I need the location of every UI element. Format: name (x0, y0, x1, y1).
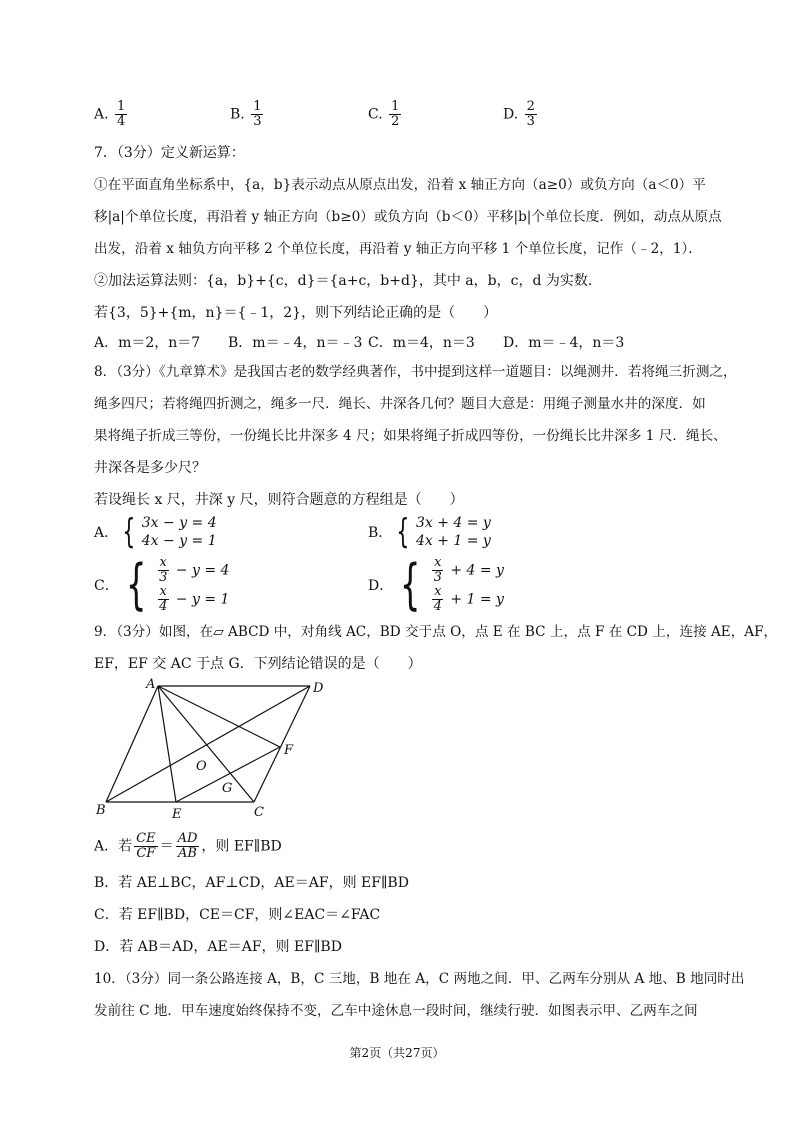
fraction: $\frac{1}{2}$ (391, 99, 400, 129)
q7-head: 7．（3分）定义新运算： (94, 145, 245, 161)
label-a: A (146, 677, 156, 692)
label-g: G (222, 781, 233, 796)
q8-line-1: 8．（3分）《九章算术》是我国古老的数学经典著作，书中提到这样一道题目：以绳测井．若将绳三折测之， (94, 364, 737, 380)
label-c: C (254, 805, 264, 820)
q7-line-3: 出发，沿着 x 轴负方向平移 2 个单位长度，再沿着 y 轴正方向平移 1 个单位长度，记作（﹣2，1）． (94, 241, 702, 257)
side-ba (106, 686, 158, 802)
fraction: $\frac{1}{3}$ (253, 99, 262, 129)
label-o: O (196, 759, 207, 774)
q9-option-a: A．若 $\frac{CE}{CF}$ ＝ $\frac{AD}{AB}$ ，则 EF∥BD (94, 831, 282, 861)
q8-option-b: B． { 3x + 4 = y 4x + 1 = y (368, 512, 491, 552)
q7-option-b: B．m＝﹣4，n＝﹣3 (228, 335, 363, 351)
q9-option-b: B．若 AE⊥BC，AF⊥CD，AE＝AF，则 EF∥BD (94, 875, 409, 891)
q7-option-a: A．m＝2，n＝7 (94, 335, 201, 351)
q9-option-d: D．若 AB＝AD，AE＝AF，则 EF∥BD (94, 939, 342, 955)
brace-icon: { (122, 512, 136, 552)
diagonal-ac (158, 686, 254, 802)
label-b: B (96, 803, 106, 818)
q8-line-4: 井深各是多少尺？ (94, 460, 206, 476)
q8-option-c: C． { $\frac{x}{3}$ − y = 4 $\frac{x}{4}$ − y = 1 (94, 553, 230, 616)
q10-line-1: 10．（3分）同一条公路连接 A，B，C 三地，B 地在 A，C 两地之间．甲、乙两车分别从 A 地、B 地同时出 (94, 971, 745, 987)
q6-option-c: C. $\frac{1}{2}$ (368, 99, 400, 129)
q7-line-4: ②加法运算法则：{a，b}+{c，d}＝{a+c，b+d}，其中 a，b，c，d 为实数． (94, 273, 602, 289)
q7-line-2: 移|a|个单位长度，再沿着 y 轴正方向（b≥0）或负方向（b＜0）平移|b|个单位长度．例如，动点从原点 (94, 209, 722, 225)
q7-line-5: 若{3，5}+{m，n}＝{﹣1，2}，则下列结论正确的是（ ） (94, 305, 498, 321)
brace-icon: { (396, 512, 410, 552)
q8-line-5: 若设绳长 x 尺，井深 y 尺，则符合题意的方程组是（ ） (94, 492, 464, 508)
q9-line-1: 9．（3分）如图，在▱ ABCD 中，对角线 AC，BD 交于点 O，点 E 在 BC 上，点 F 在 CD 上，连接 AE，AF， (94, 624, 778, 640)
q6-option-a: A. $\frac{1}{4}$ (94, 99, 126, 129)
label-f: F (284, 743, 294, 758)
q8-line-3: 果将绳子折成三等份，一份绳长比井深多 4 尺；如果将绳子折成四等份，一份绳长比井深多 1 尺．绳长、 (94, 428, 727, 444)
q9-line-2: EF，EF 交 AC 于点 G．下列结论错误的是（ ） (94, 656, 422, 672)
q8-option-d: D． { $\frac{x}{3}$ + 4 = y $\frac{x}{4}$ + 1 = y (368, 553, 504, 616)
label-e: E (172, 807, 182, 822)
segment-ae (158, 686, 176, 802)
q7-line-1: ①在平面直角坐标系中，{a，b}表示动点从原点出发，沿着 x 轴正方向（a≥0）或负方向（a＜0）平 (94, 177, 706, 193)
q7-option-d: D．m＝﹣4，n＝3 (503, 335, 625, 351)
q8-option-a: A． { 3x − y = 4 4x − y = 1 (94, 512, 217, 552)
q9-option-c: C．若 EF∥BD，CE＝CF，则∠EAC＝∠FAC (94, 907, 381, 923)
brace-icon: { (125, 553, 147, 616)
fraction: $\frac{1}{4}$ (117, 99, 126, 129)
q8-line-2: 绳多四尺；若将绳四折测之，绳多一尺．绳长、井深各几何？题目大意是：用绳子测量水井的深度．如 (94, 396, 706, 412)
brace-icon: { (400, 553, 421, 616)
q10-line-2: 发前往 C 地．甲车速度始终保持不变，乙车中途休息一段时间，继续行驶．如图表示甲、乙两车之间 (94, 1003, 698, 1019)
q7-option-c: C．m＝4，n＝3 (368, 335, 475, 351)
q6-option-b: B. $\frac{1}{3}$ (230, 99, 262, 129)
parallelogram-diagram (94, 672, 344, 832)
fraction: $\frac{2}{3}$ (526, 99, 535, 129)
page-footer: 第2页（共27页） (349, 1046, 445, 1060)
q6-option-d: D. $\frac{2}{3}$ (503, 99, 535, 129)
side-dc (254, 686, 310, 802)
label-d: D (313, 681, 324, 696)
